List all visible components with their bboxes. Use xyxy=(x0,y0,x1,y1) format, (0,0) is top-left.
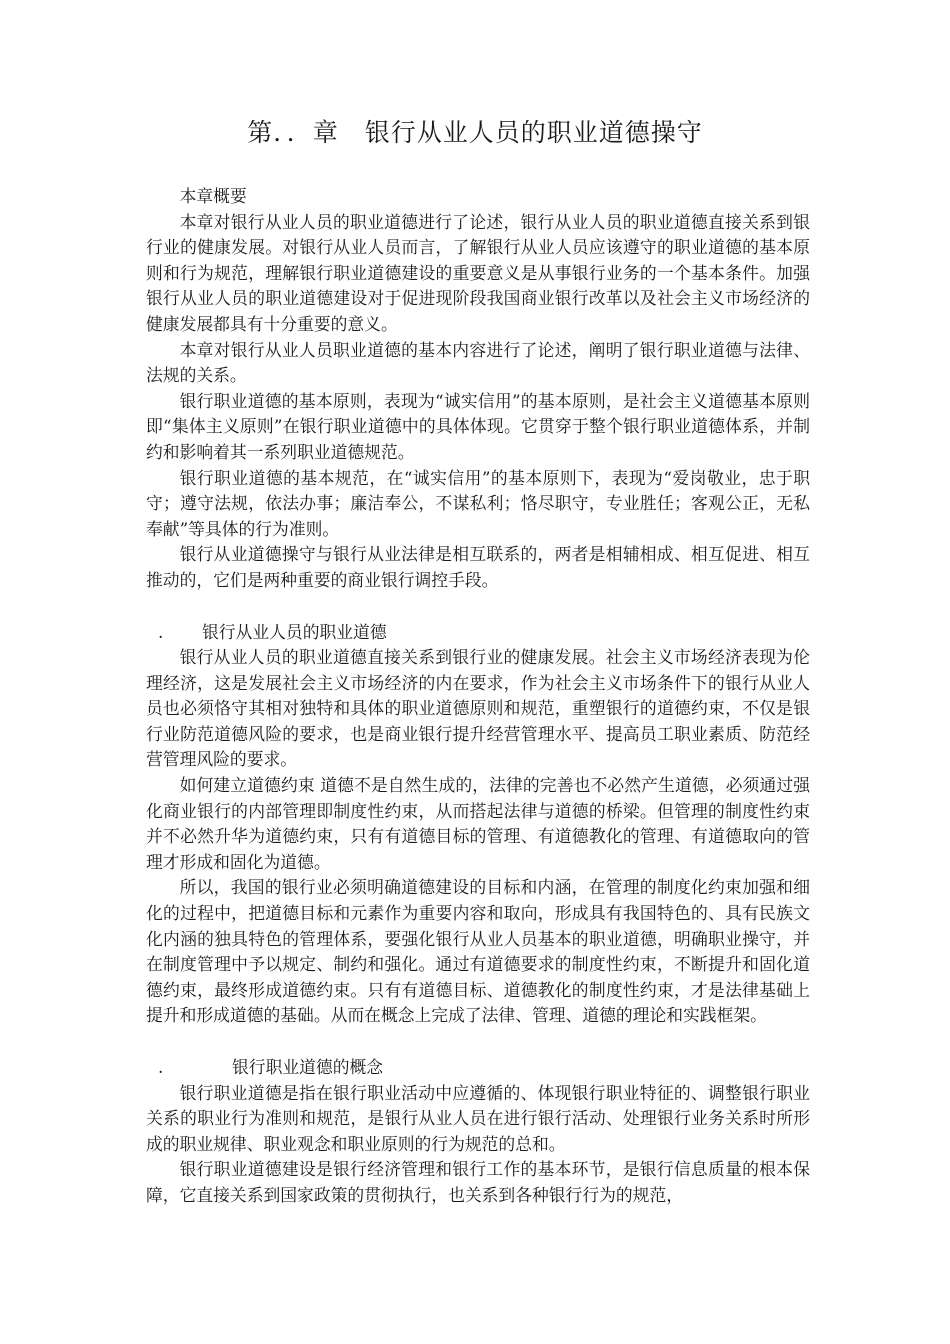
section-2-title: 银行职业道德的概念 xyxy=(232,1057,384,1077)
overview-paragraph-1: 本章对银行从业人员的职业道德进行了论述，银行从业人员的职业道德直接关系到银行业的健康发展。对银行从业人员而言，了解银行从业人员应该遵守的职业道德的基本原则和行为规范，理解银行职业道德建设的重要意义是从事银行业务的一个基本条件。加强银行从业人员的职业道德建设对于促进现阶段我国商业银行改革以及社会主义市场经济的健康发展都具有十分重要的意义。 xyxy=(146,211,810,334)
section-1-title: 银行从业人员的职业道德 xyxy=(202,621,387,642)
section-1-paragraph-2: 如何建立道德约束 道德不是自然生成的，法律的完善也不必然产生道德，必须通过强化商业银行的内部管理即制度性约束，从而搭起法律与道德的桥梁。但管理的制度性约束并不必然升华为道德约束，只有有道德目标的管理、有道德教化的管理、有道德取向的管理才形成和固化为道德。 xyxy=(146,775,810,872)
overview-paragraph-3: 银行职业道德的基本原则，表现为“诚实信用”的基本原则，是社会主义道德基本原则即“集体主义原则”在银行职业道德中的具体体现。它贯穿于整个银行职业道德体系，并制约和影响着其一系列职业道德规范。 xyxy=(146,390,810,462)
overview-paragraph-2: 本章对银行从业人员职业道德的基本内容进行了论述，阐明了银行职业道德与法律、法规的关系。 xyxy=(146,339,810,386)
section-2-number: . xyxy=(158,1057,164,1077)
overview-paragraph-4: 银行职业道德的基本规范，在“诚实信用”的基本原则下，表现为“爱岗敬业，忠于职守；遵守法规，依法办事；廉洁奉公，不谋私利；恪尽职守，专业胜任；客观公正，无私奉献”等具体的行为准则。 xyxy=(146,467,810,539)
section-1-paragraph-1: 银行从业人员的职业道德直接关系到银行业的健康发展。社会主义市场经济表现为伦理经济，这是发展社会主义市场经济的内在要求，作为社会主义市场条件下的银行从业人员也必须恪守其相对独特和具体的职业道德原则和规范，重塑银行的道德约束，不仅是银行业防范道德风险的要求，也是商业银行提升经营管理水平、提高员工职业素质、防范经营管理风险的要求。 xyxy=(146,647,810,770)
overview-paragraph-5: 银行从业道德操守与银行从业法律是相互联系的，两者是相辅相成、相互促进、相互推动的，它们是两种重要的商业银行调控手段。 xyxy=(146,544,810,590)
chapter-title: 第．．章 银行从业人员的职业道德操守 xyxy=(247,118,703,147)
section-2-heading xyxy=(146,1055,810,1081)
section-1-heading xyxy=(146,620,810,646)
section-1-number: . xyxy=(158,621,164,642)
section-1-paragraph-3: 所以，我国的银行业必须明确道德建设的目标和内涵，在管理的制度化约束加强和细化的过程中，把道德目标和元素作为重要内容和取向，形成具有我国特色的、具有民族文化内涵的独具特色的管理体系，要强化银行从业人员基本的职业道德，明确职业操守，并在制度管理中予以规定、制约和强化。通过有道德要求的制度性约束，不断提升和固化道德约束，最终形成道德约束。只有有道德目标、道德教化的制度性约束，才是法律基础上提升和形成道德的基础。从而在概念上完成了法律、管理、道德的理论和实践框架。 xyxy=(146,877,810,1026)
section-2-paragraph-1: 银行职业道德是指在银行职业活动中应遵循的、体现银行职业特征的、调整银行职业关系的职业行为准则和规范，是银行从业人员在进行银行活动、处理银行业务关系时所形成的职业规律、职业观念和职业原则的行为规范的总和。 xyxy=(146,1082,810,1154)
document-body xyxy=(146,184,810,1209)
section-2-paragraph-2: 银行职业道德建设是银行经济管理和银行工作的基本环节，是银行信息质量的根本保障，它直接关系到国家政策的贯彻执行，也关系到各种银行行为的规范， xyxy=(146,1159,810,1205)
overview-label: 本章概要 xyxy=(179,186,247,206)
